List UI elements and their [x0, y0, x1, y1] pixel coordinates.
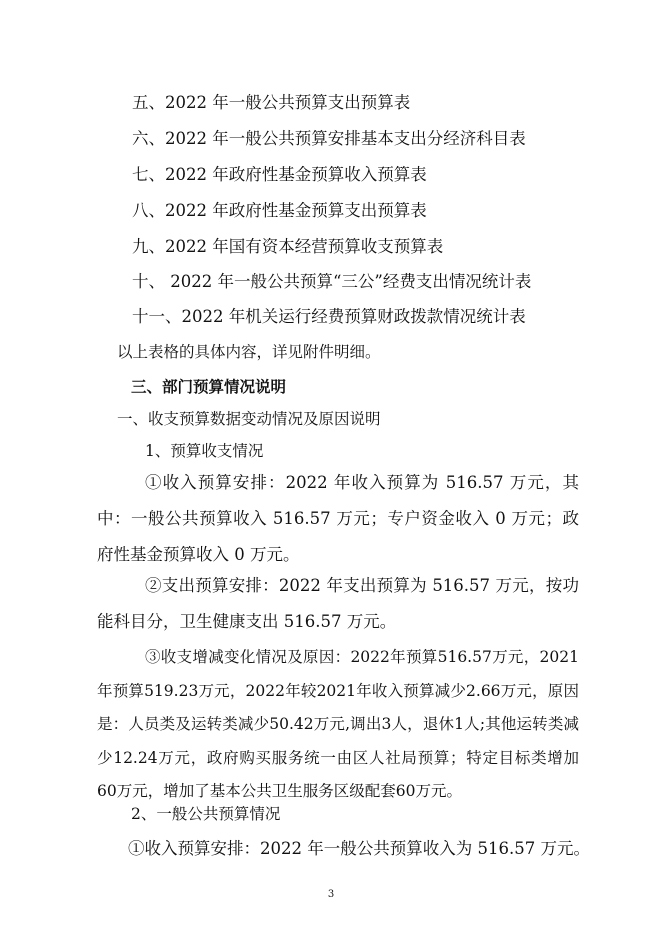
toc-item-7: 七、2022 年政府性基金预算收入预算表: [132, 165, 427, 184]
toc-item-6: 六、2022 年一般公共预算安排基本支出分经济科目表: [132, 129, 526, 148]
income-paragraph: ①收入预算安排：2022 年收入预算为 516.57 万元，其中：一般公共预算收入 516.57 万元；专户资金收入 0 万元；政府性基金预算收入 0 万元。: [97, 473, 579, 564]
change-paragraph: ③收支增减变化情况及原因：2022年预算516.57万元，2021年预算519.23万元，2022年较2021年收入预算减少2.66万元，原因是：人员类及运转类减少50.42万元,调出3人，退休1人;其他运转类减少12.24万元，政府购买服务统一由区人社局预算；特定目标类增加60万元，增加了基本公共卫生服务区级配套60万元。: [97, 648, 579, 800]
toc-item-5: 五、2022 年一般公共预算支出预算表: [132, 93, 411, 112]
item1-heading: 1、预算收支情况: [145, 442, 264, 460]
toc-item-10: 十、 2022 年一般公共预算“三公”经费支出情况统计表: [132, 272, 532, 291]
toc-item-8: 八、2022 年政府性基金预算支出预算表: [132, 201, 427, 220]
general-income-paragraph: ①收入预算安排：2022 年一般公共预算收入为 516.57 万元。: [128, 839, 590, 858]
expense-paragraph: ②支出预算安排：2022 年支出预算为 516.57 万元，按功能科目分，卫生健康支出 516.57 万元。: [97, 576, 579, 631]
toc-item-9: 九、2022 年国有资本经营预算收支预算表: [132, 237, 444, 256]
page-number: 3: [327, 889, 335, 900]
subsection-heading: 一、收支预算数据变动情况及原因说明: [117, 410, 381, 428]
section-heading: 三、部门预算情况说明: [131, 377, 287, 396]
item2-heading: 2、一般公共预算情况: [131, 805, 281, 823]
toc-item-11: 十一、2022 年机关运行经费预算财政拨款情况统计表: [132, 307, 526, 326]
summary-note: 以上表格的具体内容，详见附件明细。: [117, 343, 381, 361]
